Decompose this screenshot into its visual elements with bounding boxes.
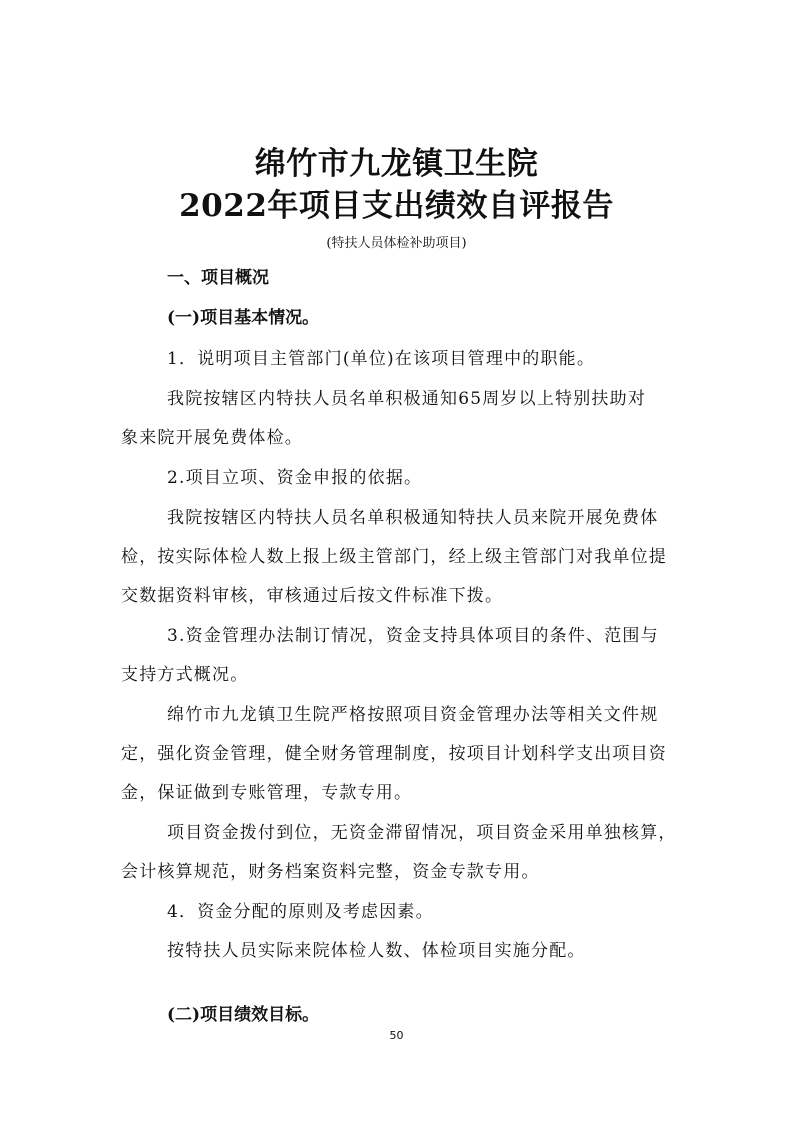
paragraph-3-line-3: 金，保证做到专账管理，专款专用。 <box>121 783 413 803</box>
title-line-2: 2022年项目支出绩效自评报告 <box>179 188 614 224</box>
subsection-1-heading: (一)项目基本情况。 <box>167 308 320 328</box>
item-1: 1．说明项目主管部门(单位)在该项目管理中的职能。 <box>167 349 596 369</box>
paragraph-5: 按特扶人员实际来院体检人数、体检项目实施分配。 <box>167 941 586 961</box>
paragraph-1-line-1: 我院按辖区内特扶人员名单积极通知65周岁以上特别扶助对 <box>167 389 647 409</box>
section-1-heading: 一、项目概况 <box>167 268 269 288</box>
item-3-line-2: 支持方式概况。 <box>121 665 249 685</box>
subtitle: (特扶人员体检补助项目) <box>326 236 467 251</box>
item-3-line-1: 3.资金管理办法制订情况，资金支持具体项目的条件、范围与 <box>167 626 659 646</box>
item-2: 2.项目立项、资金申报的依据。 <box>167 468 423 488</box>
title-line-1: 绵竹市九龙镇卫生院 <box>254 146 539 182</box>
paragraph-1-line-2: 象来院开展免费体检。 <box>121 428 303 448</box>
item-4: 4．资金分配的原则及考虑因素。 <box>167 902 434 922</box>
subsection-2-heading: (二)项目绩效目标。 <box>167 1005 320 1025</box>
paragraph-2-line-1: 我院按辖区内特扶人员名单积极通知特扶人员来院开展免费体 <box>167 508 659 528</box>
paragraph-2-line-2: 检，按实际体检人数上报上级主管部门，经上级主管部门对我单位提 <box>121 547 667 567</box>
page-number: 50 <box>389 1029 404 1042</box>
paragraph-3-line-2: 定，强化资金管理，健全财务管理制度，按项目计划科学支出项目资 <box>121 744 667 764</box>
paragraph-3-line-1: 绵竹市九龙镇卫生院严格按照项目资金管理办法等相关文件规 <box>167 705 659 725</box>
paragraph-4-line-1: 项目资金拨付到位，无资金滞留情况，项目资金采用单独核算， <box>167 823 677 843</box>
paragraph-2-line-3: 交数据资料审核，审核通过后按文件标准下拨。 <box>121 586 504 606</box>
paragraph-4-line-2: 会计核算规范，财务档案资料完整，资金专款专用。 <box>121 862 540 882</box>
